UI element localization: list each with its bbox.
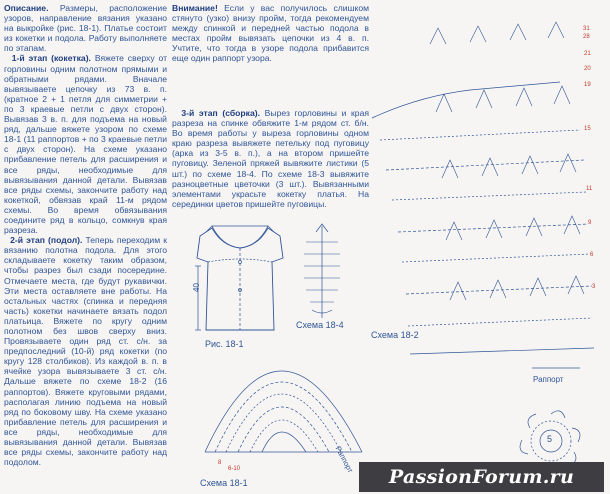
scheme-18-4-label: Схема 18-4 — [296, 320, 344, 330]
description-heading: Описание. — [4, 3, 49, 13]
stage3-heading: 3-й этап (сборка). — [181, 108, 261, 118]
svg-text:11: 11 — [586, 186, 593, 192]
svg-text:21: 21 — [584, 51, 591, 57]
svg-text:19: 19 — [584, 82, 591, 88]
rapport-label: Раппорт — [533, 375, 564, 384]
dress-pattern-drawing — [195, 226, 283, 330]
svg-text:6: 6 — [590, 252, 594, 258]
svg-text:15: 15 — [584, 126, 591, 132]
watermark: PassionForum.ru — [359, 462, 604, 492]
fig-18-1-label: Рис. 18-1 — [205, 339, 244, 349]
stage1-heading: 1-й этап (кокетка). — [11, 53, 91, 64]
stage3-text: Вырез горловины и края разреза на спинке обвяжите 1-м рядом ст. б/н. Во время работы у выреза горловины одном краю разреза вывяжете петельку под пуговицу (арка из 3-5 в. п.), а на втором пришейте пуговицу. Зеленой пряжей вывяжите листики (5 шт.) по схеме 18-4. По схеме 18-3 вывяжите разноцветные цветочки (3 шт.). Вывязанными элементами украсьте кокетку платья. На серединки цветов пришейте пуговицы. — [172, 108, 370, 209]
scheme-18-4-leaf — [304, 224, 340, 318]
svg-text:3: 3 — [592, 284, 596, 290]
rapport-label-yoke: Раппорт — [333, 444, 356, 475]
scheme-18-2-skirt — [372, 22, 594, 368]
scheme-18-1-label: Схема 18-1 — [200, 478, 248, 488]
scheme-18-2-label: Схема 18-2 — [371, 330, 419, 340]
svg-text:31: 31 — [583, 26, 590, 32]
stage1-text: Вяжете сверху от горловины одним полотном прямыми и обратными рядами. Вначале вывязываете цепочку из 73 в. п. (кратное 2 + 1 петля для симметрии + по 3 краевые петли с двух сторон). Вывязав 3 в. п. для подъема на новый ряд, дальше вяжете узором по схеме 18-1 (11 раппортов + по 3 краевые петли с двух сторон). На схеме указано прибавление петель для расширения и все ряды, необходимые для вывязывания данной детали. Вывязав все ряды схемы, закончите работу над кокеткой, обвязав край 11-м рядом схемы. Во время обвязывания соедините ряд в кольцо, сомкнув края разреза. — [4, 53, 168, 236]
attention-heading: Внимание! — [172, 3, 218, 13]
scheme-18-1-yoke — [205, 371, 362, 452]
svg-text:9: 9 — [588, 220, 592, 226]
row-numbers — [218, 26, 596, 472]
stage2-heading: 2-й этап (подол). — [10, 235, 83, 246]
pattern-dimension-label: 40 — [191, 283, 201, 292]
description-intro: Размеры, расположение узоров, направление вязания указано на выкройке (рис. 18-1). Платье состоит из кокетки и подола. Работу выполняете по этапам. — [4, 3, 167, 54]
svg-text:6-10: 6-10 — [228, 466, 241, 472]
svg-text:20: 20 — [584, 66, 591, 72]
svg-text:28: 28 — [583, 34, 590, 40]
svg-text:8: 8 — [218, 460, 222, 466]
attention-text: Если у вас получилось слишком стянуто (узко) внизу пройм, тогда рекомендуем между спинкой и передней частью подола в местах пройм вывязать цепочки из 4 в. п. Учтите, что тогда в узоре подола прибавится еще один раппорт узора. — [172, 3, 370, 64]
flower-center-label: 5 — [547, 434, 553, 444]
stage2-text: Теперь переходим к вязанию полотна подола. Для этого складываете кокетку таким образом, чтобы разрез был сзади посередине. Отмечаете места, где будут рукавички. Эти места оставляете вне работы. На остальных частях (спинка и передняя часть) кокетки начинаете вязать подол платьица. Вяжете по кругу одним полотном без швов сверху вниз. Провязываете один ряд ст. с/н. за предпоследний (10-й) ряд кокетки (по кругу 128 столбиков). Из каждой в. п. в ячейке узора вывязываете 3 ст. с/н. Дальше вяжете по схеме 18-2 (16 раппортов). Вяжете круговыми рядами, располагая линию подъема на новый ряд по боковому шву. На схеме указано прибавление петель для расширения и все ряды, необходимые для вывязывания данной детали. Вывязав все ряды схемы, закончите работу над подолом. — [4, 235, 167, 468]
